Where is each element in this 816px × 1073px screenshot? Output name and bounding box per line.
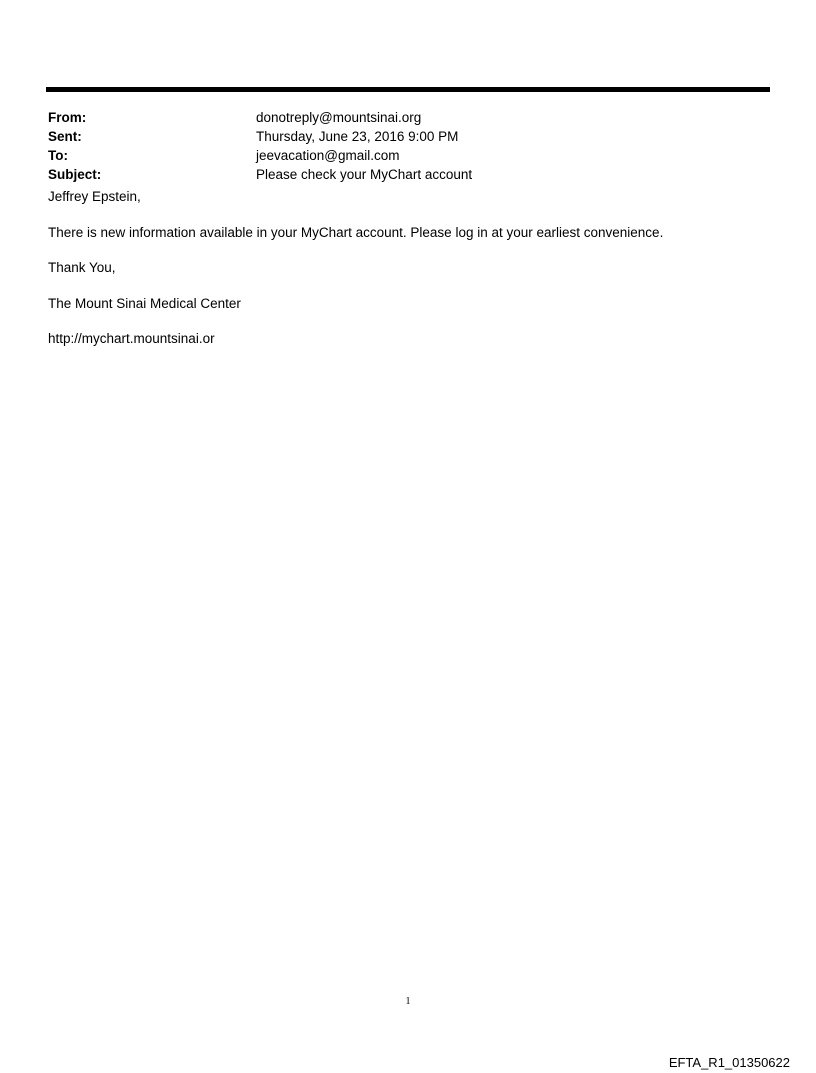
- subject-label: Subject:: [48, 167, 102, 182]
- greeting: Jeffrey Epstein,: [48, 189, 141, 204]
- email-header: [48, 108, 768, 184]
- email-body: [48, 187, 768, 365]
- subject-row: [48, 165, 768, 184]
- signature: The Mount Sinai Medical Center: [48, 295, 241, 311]
- sent-value: Thursday, June 23, 2016 9:00 PM: [256, 129, 459, 144]
- sent-row: [48, 127, 768, 146]
- from-label: From:: [48, 110, 87, 125]
- document-id: EFTA_R1_01350622: [668, 1055, 790, 1070]
- to-row: [48, 146, 768, 165]
- sent-label: Sent:: [48, 129, 82, 144]
- mychart-link: http://mychart.mountsinai.or: [48, 331, 215, 347]
- header-divider: [46, 87, 770, 92]
- closing: Thank You,: [48, 260, 116, 276]
- page-number: 1: [405, 996, 411, 1007]
- message: There is new information available in your MyChart account. Please log in at your earliest convenience.: [48, 224, 664, 240]
- to-label: To:: [48, 148, 68, 163]
- from-value: donotreply@mountsinai.org: [256, 110, 422, 125]
- from-row: [48, 108, 768, 127]
- to-value: jeevacation@gmail.com: [256, 148, 400, 163]
- subject-value: Please check your MyChart account: [256, 167, 473, 182]
